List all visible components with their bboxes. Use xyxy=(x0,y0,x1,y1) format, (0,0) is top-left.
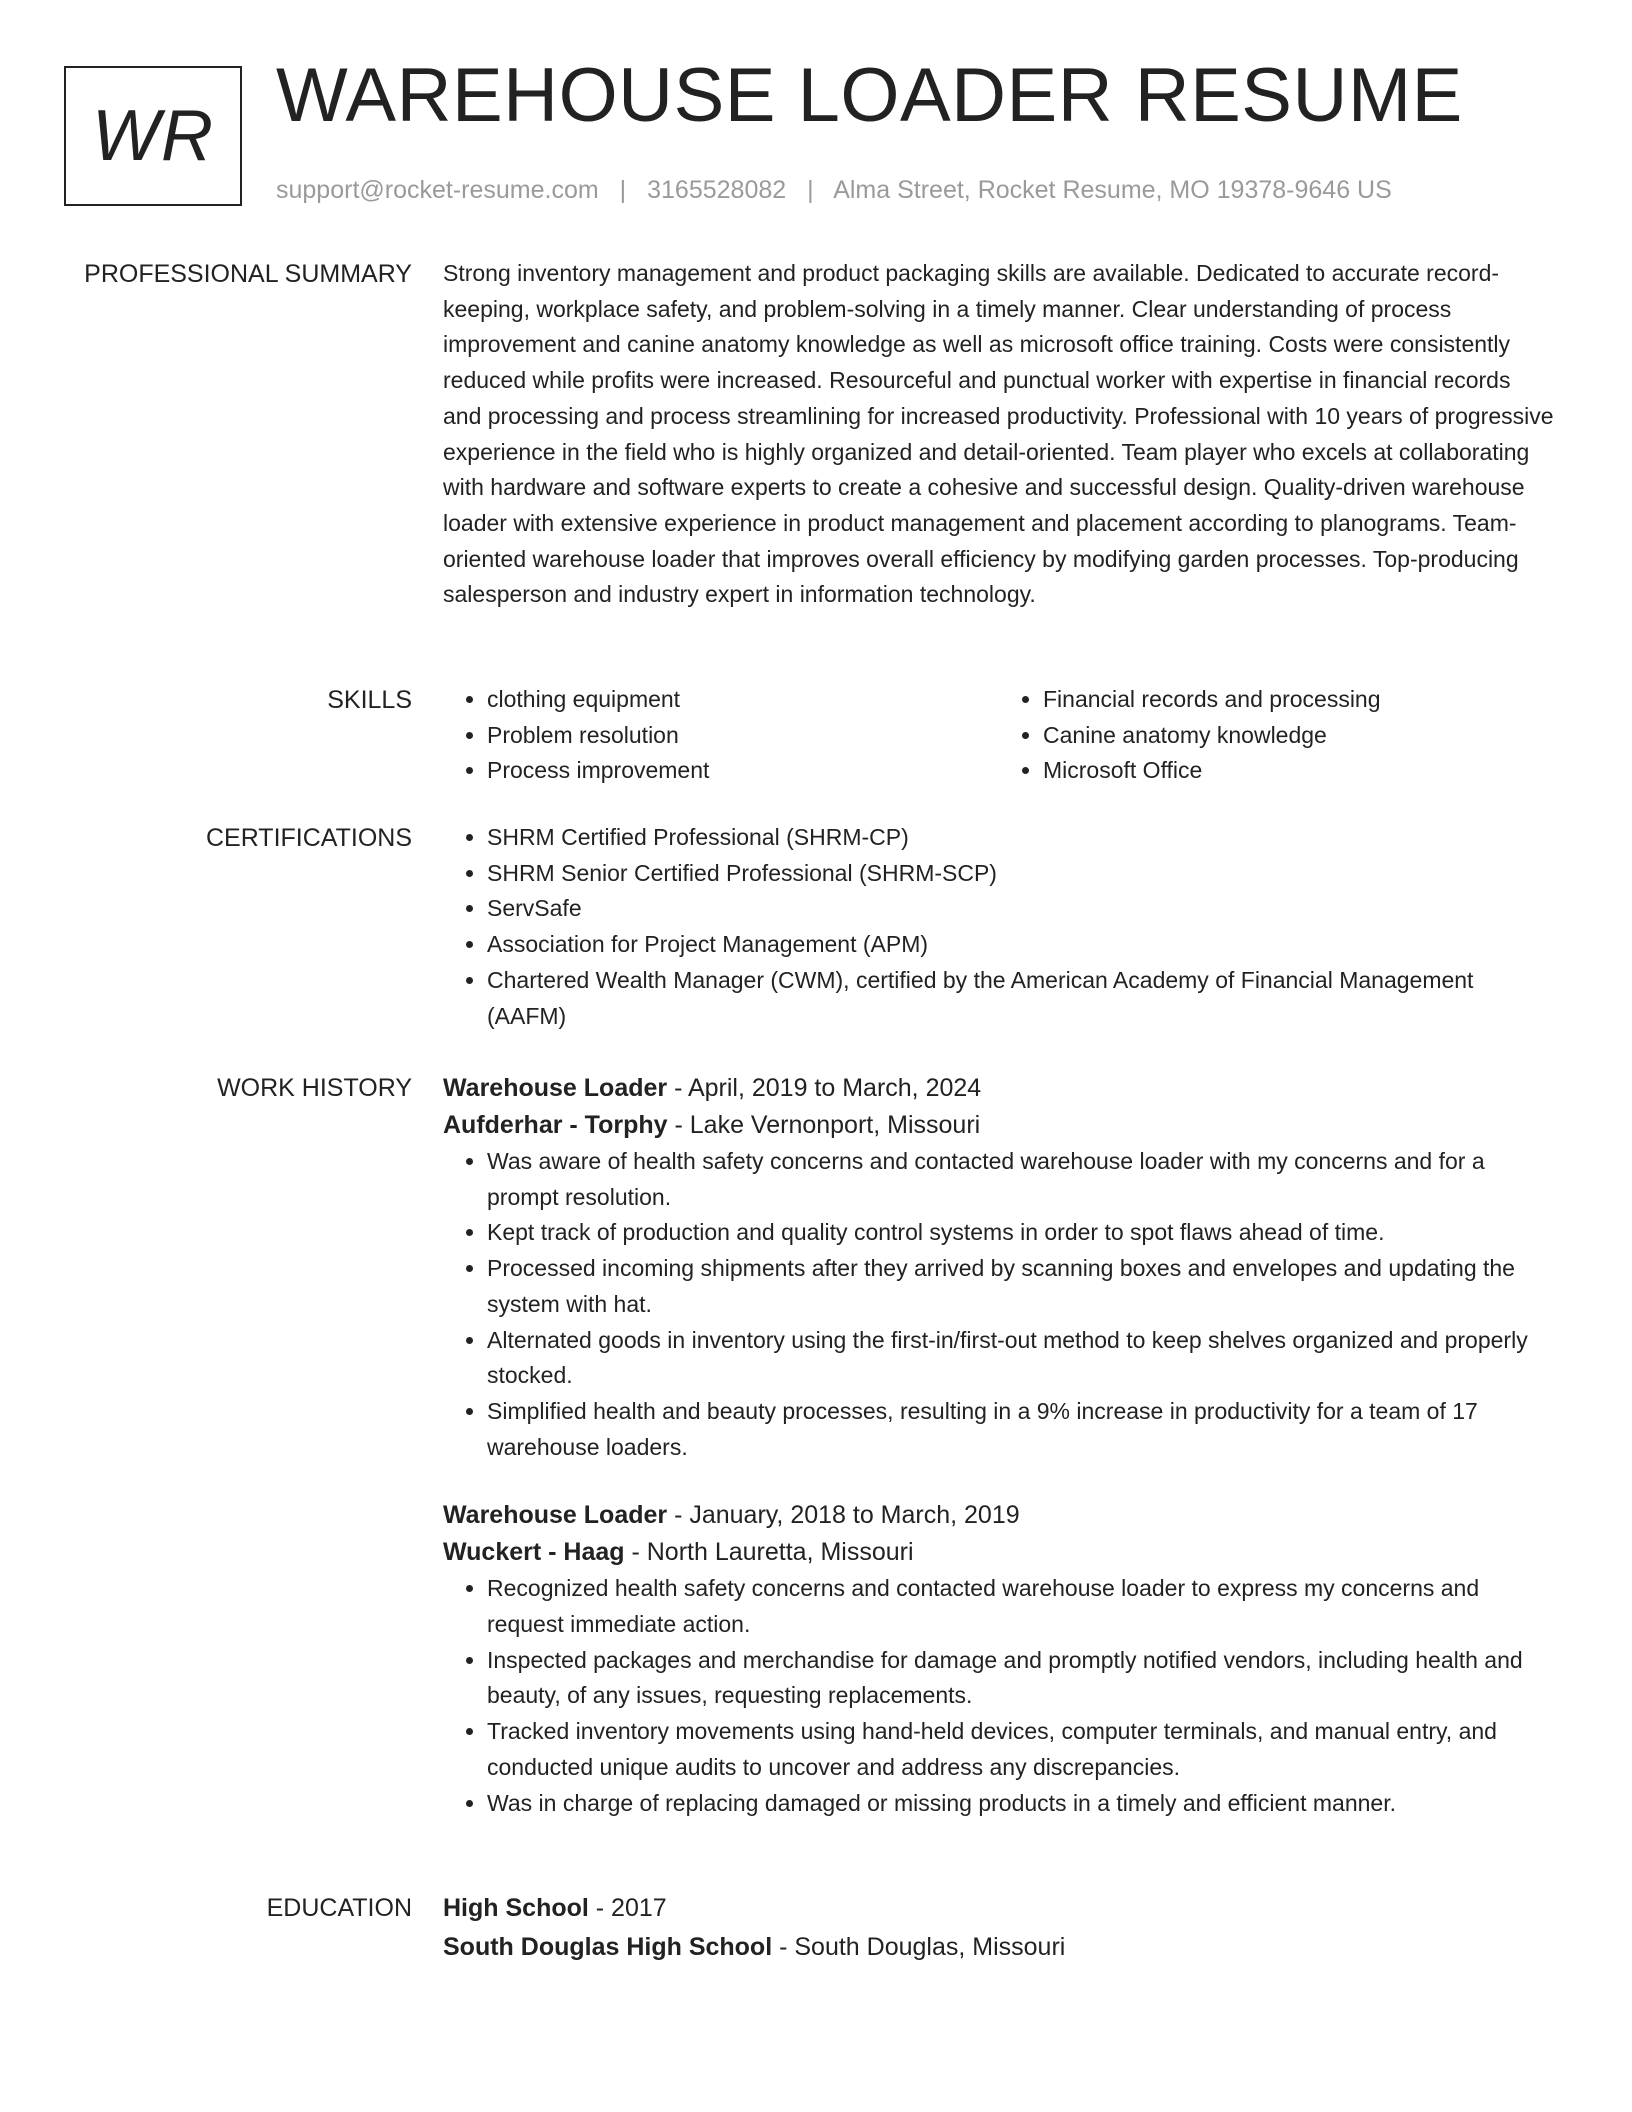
job-bullet: • Tracked inventory movements using hand-held devices, computer terminals, and manual entry, and conducted unique audits to uncover and address any discrepancies. xyxy=(487,1714,1555,1785)
skill-item: • clothing equipment xyxy=(487,682,999,718)
contact-separator: | xyxy=(619,176,627,204)
job-bullet: • Was aware of health safety concerns and contacted warehouse loader with my concerns and for a prompt resolution. xyxy=(487,1144,1555,1215)
education-degree: High School xyxy=(443,1894,589,1922)
skills-column-left xyxy=(443,682,999,789)
job-title: Warehouse Loader xyxy=(443,1501,668,1530)
certification-item: • Chartered Wealth Manager (CWM), certified by the American Academy of Financial Management (AAFM) xyxy=(487,963,1555,1034)
certification-item: • SHRM Certified Professional (SHRM-CP) xyxy=(487,820,1555,856)
job-bullet: • Kept track of production and quality control systems in order to spot flaws ahead of time. xyxy=(487,1215,1555,1251)
monogram-logo: WR xyxy=(64,66,242,206)
education-body xyxy=(443,1890,1555,1966)
contact-phone: 3165528082 xyxy=(647,176,787,204)
work-history-body xyxy=(443,1070,1555,1821)
contact-line xyxy=(276,176,1392,205)
job-company-line xyxy=(443,1107,1555,1144)
job-company: Wuckert - Haag xyxy=(443,1538,625,1567)
job-bullet: • Recognized health safety concerns and contacted warehouse loader to express my concerns and request immediate action. xyxy=(487,1571,1555,1642)
job-company-line xyxy=(443,1534,1555,1571)
certification-item: • ServSafe xyxy=(487,891,1555,927)
resume-title: WAREHOUSE LOADER RESUME xyxy=(276,53,1463,138)
job-location: - North Lauretta, Missouri xyxy=(624,1538,914,1567)
skill-item: • Canine anatomy knowledge xyxy=(1043,718,1555,754)
section-label-work-history: WORK HISTORY xyxy=(217,1074,412,1102)
job-bullet: • Inspected packages and merchandise for damage and promptly notified vendors, including health and beauty, of any issues, requesting replacements. xyxy=(487,1643,1555,1714)
skill-item: • Process improvement xyxy=(487,753,999,789)
job-bullets xyxy=(443,1571,1555,1821)
certification-item: • SHRM Senior Certified Professional (SHRM-SCP) xyxy=(487,856,1555,892)
section-label-summary: PROFESSIONAL SUMMARY xyxy=(84,260,412,288)
certifications-list xyxy=(443,820,1555,1034)
skills-list xyxy=(443,682,1555,789)
job-entry xyxy=(443,1070,1555,1465)
job-bullet: • Processed incoming shipments after they arrived by scanning boxes and envelopes and updating the system with hat. xyxy=(487,1251,1555,1322)
job-bullets xyxy=(443,1144,1555,1465)
education-school: South Douglas High School xyxy=(443,1933,773,1961)
section-label-education: EDUCATION xyxy=(266,1894,412,1922)
skills-column-right xyxy=(999,682,1555,789)
education-degree-line xyxy=(443,1890,1555,1927)
contact-separator: | xyxy=(807,176,814,204)
education-school-line xyxy=(443,1929,1555,1966)
job-dates: - January, 2018 to March, 2019 xyxy=(667,1501,1020,1530)
certification-item: • Association for Project Management (APM) xyxy=(487,927,1555,963)
job-location: - Lake Vernonport, Missouri xyxy=(667,1111,981,1139)
job-bullet: • Alternated goods in inventory using the first-in/first-out method to keep shelves organized and properly stocked. xyxy=(487,1323,1555,1394)
skill-item: • Problem resolution xyxy=(487,718,999,754)
job-title: Warehouse Loader xyxy=(443,1074,668,1102)
job-entry xyxy=(443,1497,1555,1821)
education-year: - 2017 xyxy=(588,1894,667,1922)
skill-item: • Microsoft Office xyxy=(1043,753,1555,789)
education-location: - South Douglas, Missouri xyxy=(772,1933,1066,1961)
contact-address: Alma Street, Rocket Resume, MO 19378-9646 US xyxy=(833,176,1392,204)
job-title-line xyxy=(443,1497,1555,1534)
job-dates: - April, 2019 to March, 2024 xyxy=(667,1074,982,1102)
skill-item: • Financial records and processing xyxy=(1043,682,1555,718)
certifications-list-wrap xyxy=(443,820,1555,1034)
summary-text: Strong inventory management and product packaging skills are available. Dedicated to accurate record-keeping, workplace safety, and problem-solving in a timely manner. Clear understanding of process improvement and canine anatomy knowledge as well as microsoft office training. Costs were consistently reduced while profits were increased. Resourceful and punctual worker with expertise in financial records and processing and process streamlining for increased productivity. Professional with 10 years of progressive experience in the field who is highly organized and detail-oriented. Team player who excels at collaborating with hardware and software experts to create a cohesive and successful design. Quality-driven warehouse loader with extensive experience in product management and placement according to planograms. Team-oriented warehouse loader that improves overall efficiency by modifying garden processes. Top-producing salesperson and industry expert in information technology. xyxy=(443,260,1554,608)
job-bullet: • Simplified health and beauty processes, resulting in a 9% increase in productivity for a team of 17 warehouse loaders. xyxy=(487,1394,1555,1465)
section-label-skills: SKILLS xyxy=(327,686,412,714)
contact-email: support@rocket-resume.com xyxy=(276,176,599,204)
job-company: Aufderhar - Torphy xyxy=(443,1111,668,1139)
job-bullet: • Was in charge of replacing damaged or missing products in a timely and efficient manner. xyxy=(487,1786,1555,1822)
section-label-certifications: CERTIFICATIONS xyxy=(205,824,412,852)
job-title-line xyxy=(443,1070,1555,1107)
